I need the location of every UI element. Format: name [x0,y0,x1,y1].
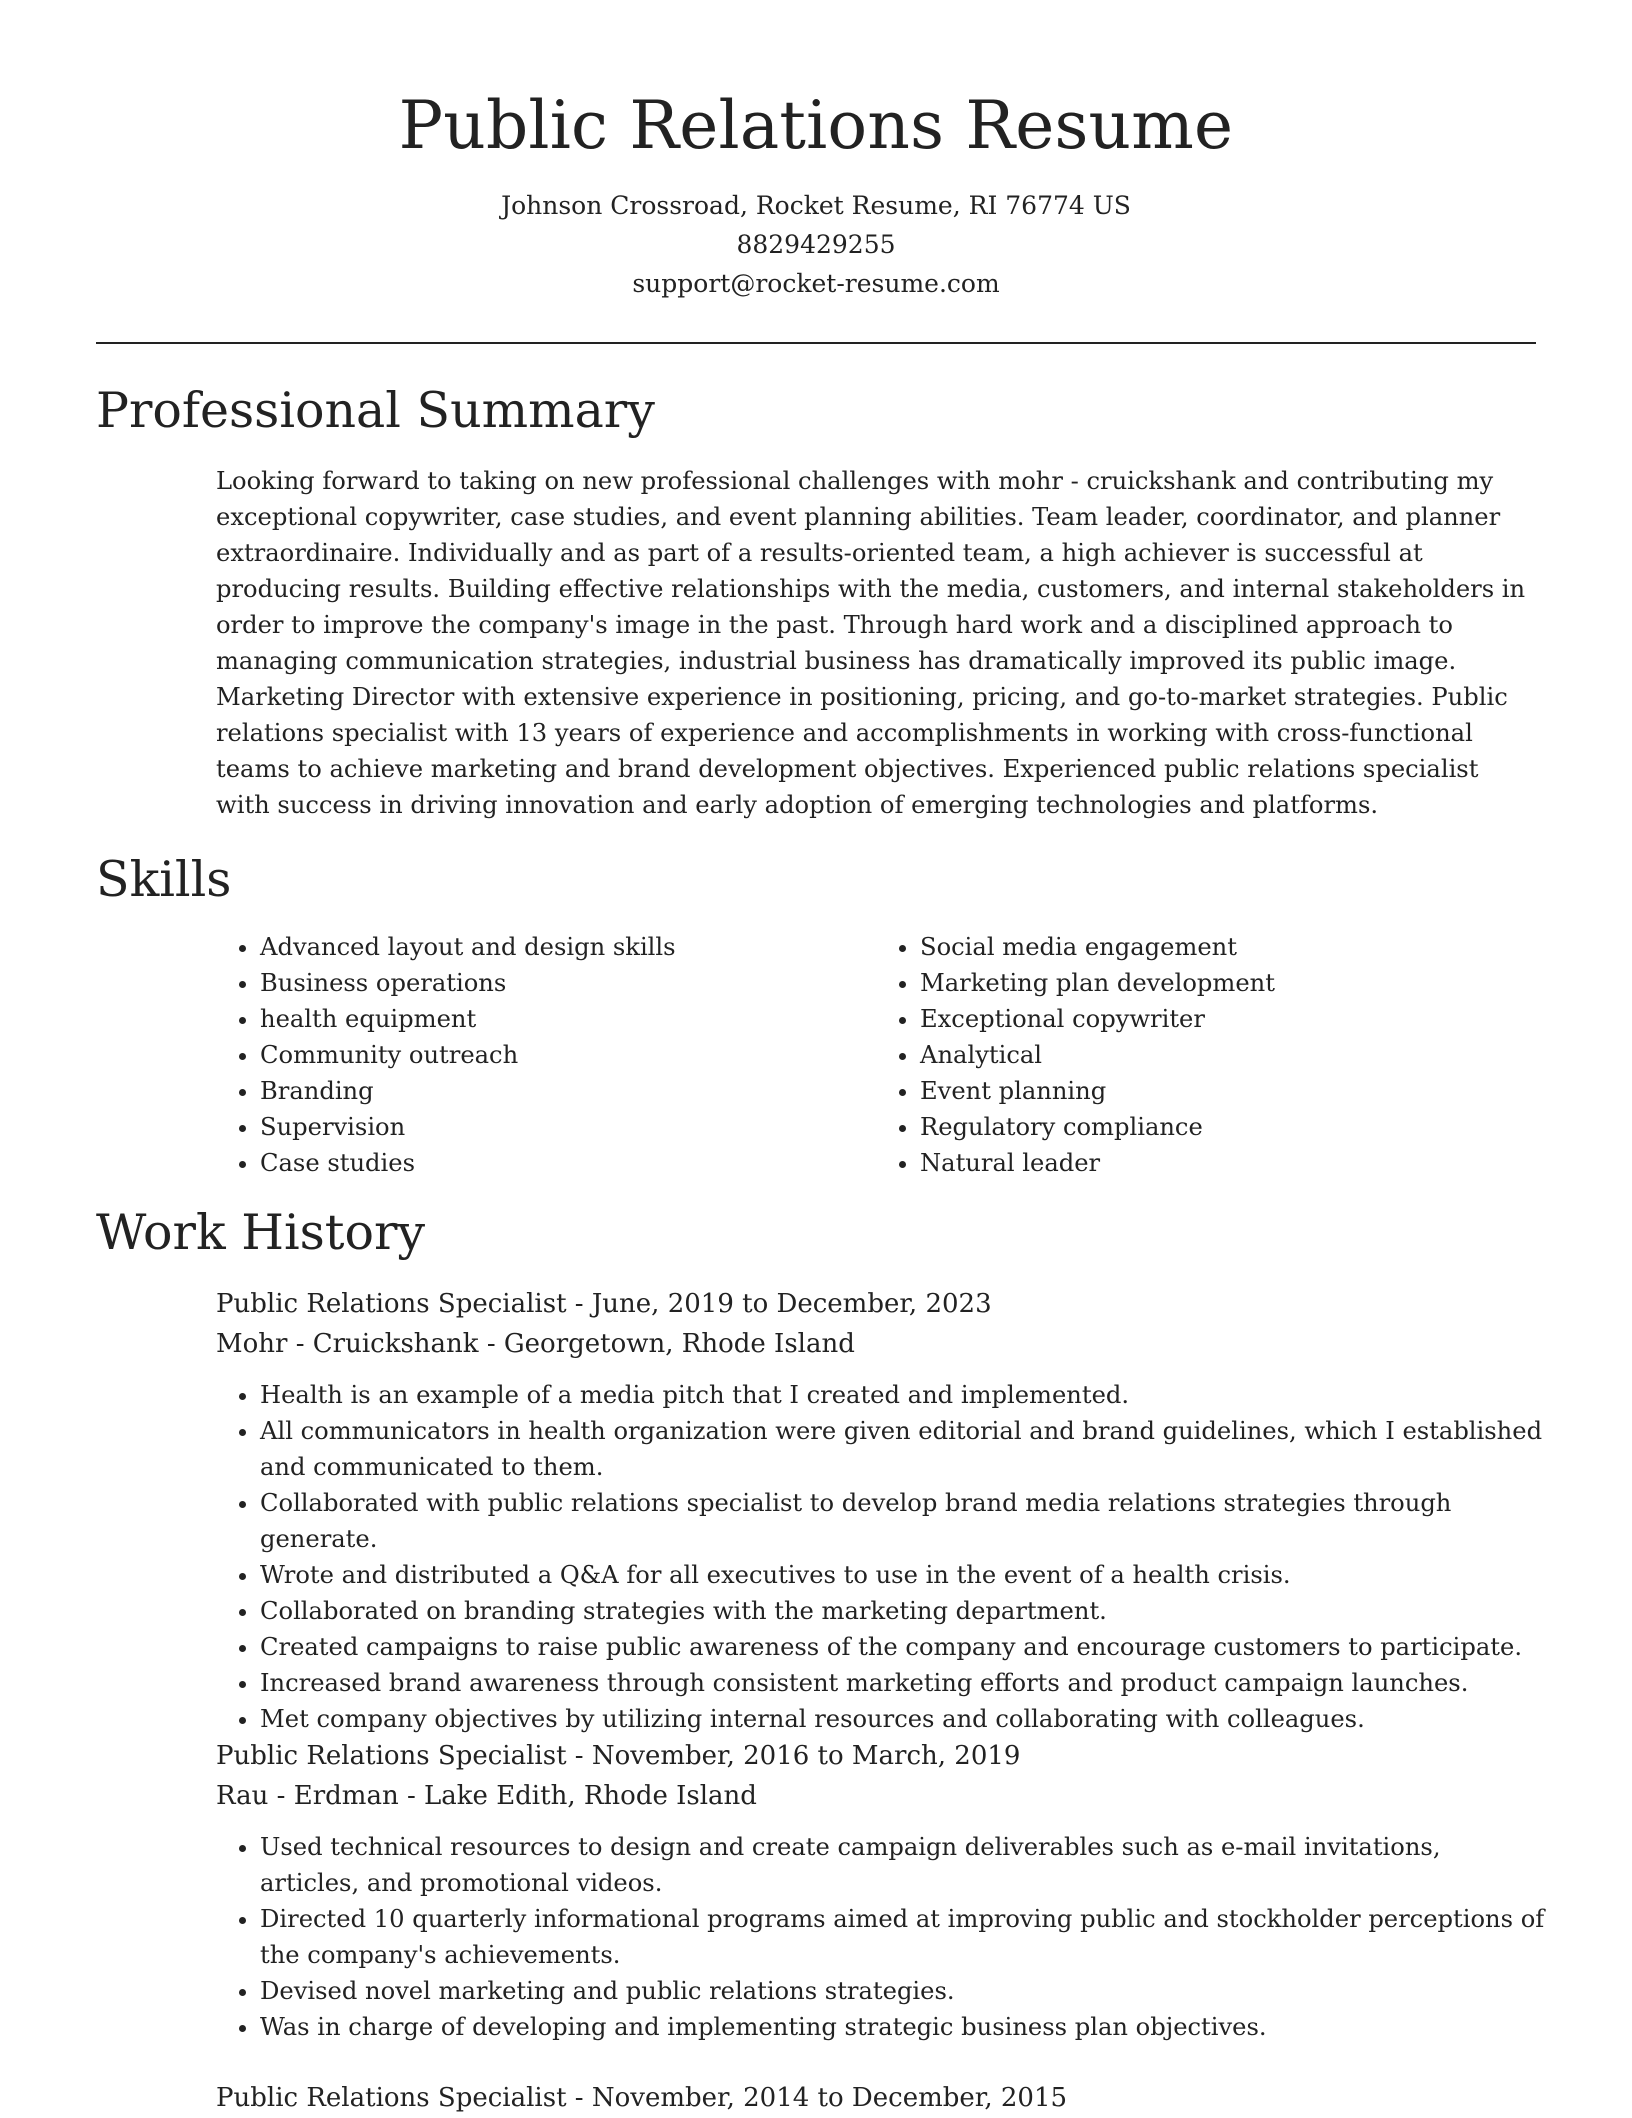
skill-item: • health equipment [260,1001,876,1037]
skill-item: • Natural leader [920,1145,1536,1181]
contact-email: support@rocket-resume.com [632,269,1000,298]
job-title: Public Relations Specialist [216,1741,567,1771]
summary-text: Looking forward to taking on new professional challenges with mohr - cruickshank and contributing my exceptional copywriter, case studies, and event planning abilities. Team leader, coordinator, and planner extraordinaire. Individually and as part of a results-oriented team, a high achiever is successful at producing results. Building effective relationships with the media, customers, and internal stakeholders in order to improve the company's image in the past. Through hard work and a disciplined approach to managing communication strategies, industrial business has dramatically improved its public image. Marketing Director with extensive experience in positioning, pricing, and go-to-market strategies. Public relations specialist with 13 years of experience and accomplishments in working with cross-functional teams to achieve marketing and brand development objectives. Experienced public relations specialist with success in driving innovation and early adoption of emerging technologies and platforms. [216,467,1526,819]
job-bullet: • Collaborated with public relations specialist to develop brand media relations strategies through generate. [260,1485,1546,1557]
resume-header [0,0,1632,303]
job-bullet: • Collaborated on branding strategies with the marketing department. [260,1593,1546,1629]
skill-item: • Case studies [260,1145,876,1181]
skill-item: • Event planning [920,1073,1536,1109]
resume-title: Public Relations Resume [398,87,1234,164]
header-divider [96,342,1536,344]
job-title-line: Public Relations Specialist - June, 2019 to December, 2023 [216,1289,992,1319]
job-bullet: • Was in charge of developing and implementing strategic business plan objectives. [260,2009,1546,2045]
skill-item: • Community outreach [260,1037,876,1073]
job-company-line: Mohr - Cruickshank - Georgetown, Rhode Island [216,1329,855,1359]
skill-item: • Business operations [260,965,876,1001]
job-entry [216,1284,1546,1737]
contact-phone: 8829429255 [736,230,896,259]
skill-item: • Marketing plan development [920,965,1536,1001]
skill-item: • Analytical [920,1037,1536,1073]
job-bullet: • Increased brand awareness through consistent marketing efforts and product campaign launches. [260,1665,1546,1701]
contact-address: Johnson Crossroad, Rocket Resume, RI 76774 US [501,191,1131,220]
skill-item: • Supervision [260,1109,876,1145]
job-dates: November, 2014 to December, 2015 [591,2083,1068,2113]
job-title: Public Relations Specialist [216,2083,567,2113]
job-location: Lake Edith, Rhode Island [424,1781,757,1811]
job-location: Georgetown, Rhode Island [503,1329,855,1359]
skills-column-right [876,929,1536,1181]
job-title-line: Public Relations Specialist - November, 2014 to December, 2015 [216,2083,1068,2113]
skills-list [216,929,1536,1181]
job-entry [216,2078,1546,2118]
job-bullets [216,1377,1546,1737]
job-bullet: • Wrote and distributed a Q&A for all executives to use in the event of a health crisis. [260,1557,1546,1593]
job-company: Rau - Erdman [216,1781,399,1811]
job-title: Public Relations Specialist [216,1289,567,1319]
job-bullet: • All communicators in health organization were given editorial and brand guidelines, which I established and communicated to them. [260,1413,1546,1485]
job-dates: June, 2019 to December, 2023 [591,1289,992,1319]
job-bullet: • Directed 10 quarterly informational programs aimed at improving public and stockholder perceptions of the company's achievements. [260,1901,1546,1973]
job-company: Mohr - Cruickshank [216,1329,479,1359]
job-company-line: Rau - Erdman - Lake Edith, Rhode Island [216,1781,757,1811]
work-history-heading: Work History [96,1204,426,1261]
job-entry [216,1736,1546,2045]
job-bullet: • Health is an example of a media pitch that I created and implemented. [260,1377,1546,1413]
skill-item: • Regulatory compliance [920,1109,1536,1145]
skill-item: • Social media engagement [920,929,1536,965]
job-bullet: • Devised novel marketing and public relations strategies. [260,1973,1546,2009]
skills-heading: Skills [96,851,232,908]
skill-item: • Exceptional copywriter [920,1001,1536,1037]
job-bullets [216,1829,1546,2045]
contact-block [0,186,1632,303]
summary-heading: Professional Summary [96,382,655,439]
job-bullet: • Created campaigns to raise public awareness of the company and encourage customers to participate. [260,1629,1546,1665]
skill-item: • Branding [260,1073,876,1109]
job-title-line: Public Relations Specialist - November, 2016 to March, 2019 [216,1741,1021,1771]
job-bullet: • Used technical resources to design and create campaign deliverables such as e-mail invitations, articles, and promotional videos. [260,1829,1546,1901]
skill-item: • Advanced layout and design skills [260,929,876,965]
job-dates: November, 2016 to March, 2019 [591,1741,1021,1771]
skills-column-left [216,929,876,1181]
job-bullet: • Met company objectives by utilizing internal resources and collaborating with colleagues. [260,1701,1546,1737]
